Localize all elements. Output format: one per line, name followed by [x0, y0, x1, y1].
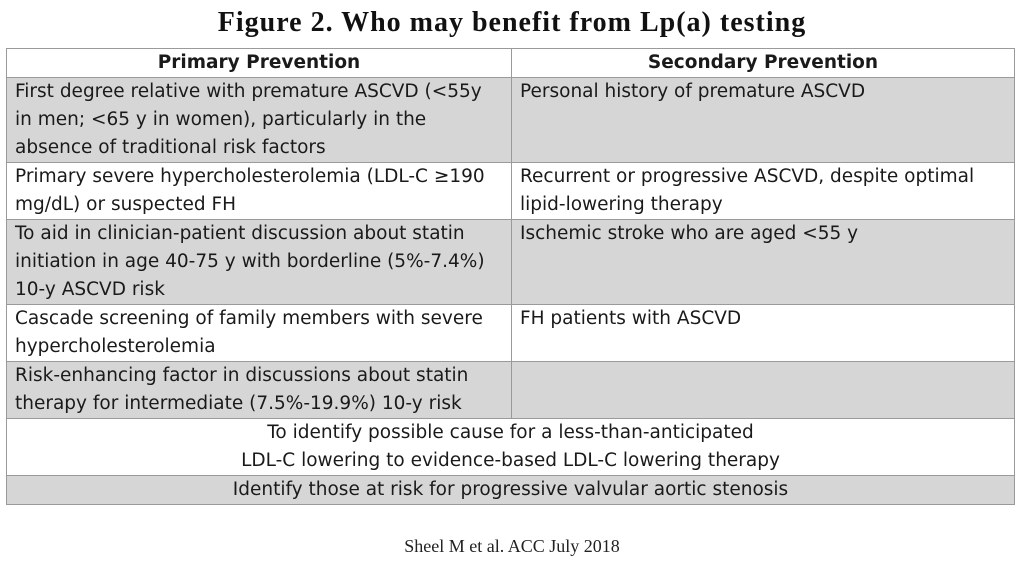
secondary-cell [512, 362, 1015, 419]
table-row [7, 220, 1015, 305]
table-row [7, 78, 1015, 163]
secondary-cell: Ischemic stroke who are aged <55 y [512, 220, 1015, 305]
secondary-cell: Personal history of premature ASCVD [512, 78, 1015, 163]
primary-cell: Primary severe hypercholesterolemia (LDL-C ≥190 mg/dL) or suspected FH [7, 163, 512, 220]
header-secondary-prevention: Secondary Prevention [512, 49, 1015, 78]
table-row [7, 305, 1015, 362]
figure-title: Figure 2. Who may benefit from Lp(a) testing [217, 7, 807, 38]
primary-cell: To aid in clinician-patient discussion about statin initiation in age 40-75 y with borderline (5%-7.4%) 10-y ASCVD risk [7, 220, 512, 305]
spanning-row [7, 476, 1015, 505]
spanning-cell [7, 419, 1015, 476]
primary-cell: Cascade screening of family members with severe hypercholesterolemia [7, 305, 512, 362]
figure-caption: Sheel M et al. ACC July 2018 [404, 536, 620, 556]
table-header-row [7, 49, 1015, 78]
table-row [7, 362, 1015, 419]
primary-cell: Risk-enhancing factor in discussions about statin therapy for intermediate (7.5%-19.9%) 10-y risk [7, 362, 512, 419]
table-row [7, 163, 1015, 220]
secondary-cell: Recurrent or progressive ASCVD, despite optimal lipid-lowering therapy [512, 163, 1015, 220]
header-primary-prevention: Primary Prevention [7, 49, 512, 78]
lpa-testing-table [6, 48, 1015, 505]
spanning-cell: Identify those at risk for progressive valvular aortic stenosis [7, 476, 1015, 505]
spanning-line: To identify possible cause for a less-than-anticipated [267, 422, 754, 443]
spanning-row [7, 419, 1015, 476]
secondary-cell: FH patients with ASCVD [512, 305, 1015, 362]
spanning-line: LDL-C lowering to evidence-based LDL-C lowering therapy [241, 450, 780, 471]
lpa-testing-table-container [6, 48, 1014, 505]
primary-cell: First degree relative with premature ASCVD (<55y in men; <65 y in women), particularly in the absence of traditional risk factors [7, 78, 512, 163]
